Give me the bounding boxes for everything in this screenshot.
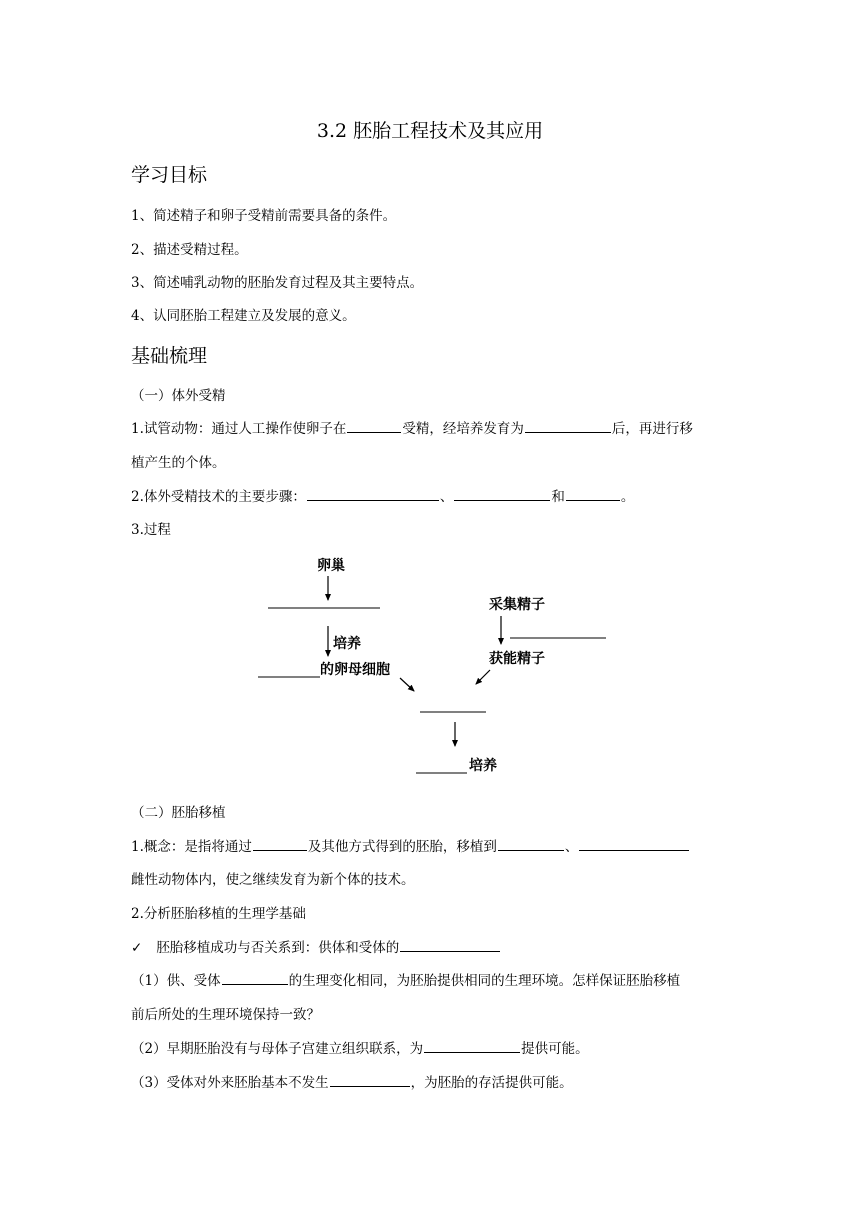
text: 提供可能。 (521, 1041, 589, 1057)
label-ovary: 卵巢 (317, 558, 345, 574)
answer-blank (498, 838, 564, 851)
part2-heading: （二）胚胎移植 (131, 805, 226, 821)
text: （1）供、受体 (131, 973, 221, 989)
checkmark-icon: ✓ (131, 940, 143, 956)
text: 和 (551, 489, 565, 505)
text: 。 (620, 489, 635, 505)
text: 后，再进行移 (611, 421, 693, 437)
answer-blank (579, 838, 689, 851)
answer-blank (330, 1074, 410, 1087)
label-collect-sperm: 采集精子 (489, 597, 545, 613)
answer-blank (424, 1040, 520, 1053)
goal-item-4: 4、认同胚胎工程建立及发展的意义。 (131, 308, 356, 324)
physiology-heading: 2.分析胚胎移植的生理学基础 (131, 906, 306, 922)
item-3 (131, 1071, 573, 1091)
label-culture-left: 培养 (333, 636, 361, 652)
section-heading-basics: 基础梳理 (131, 345, 208, 367)
check-item (131, 936, 501, 956)
arrow-diagonal-icon (476, 670, 490, 684)
part1-heading: （一）体外受精 (131, 388, 226, 404)
text: 及其他方式得到的胚胎，移植到 (307, 839, 497, 855)
label-culture-bottom: 培养 (469, 758, 497, 774)
goal-item-3: 3、简述哺乳动物的胚胎发育过程及其主要特点。 (131, 275, 424, 291)
goal-item-1: 1、简述精子和卵子受精前需要具备的条件。 (131, 208, 397, 224)
text: 1.概念：是指将通过 (131, 839, 252, 855)
section-heading-goals: 学习目标 (131, 164, 208, 186)
concept-line-2: 雌性动物体内，使之继续发育为新个体的技术。 (131, 872, 415, 888)
text: 的生理变化相同，为胚胎提供相同的生理环境。怎样保证胚胎移植 (288, 973, 681, 989)
text: 2.体外受精技术的主要步骤： (131, 489, 306, 505)
question-3: 3.过程 (131, 522, 171, 538)
text: 、 (564, 839, 579, 855)
text: 胚胎移植成功与否关系到：供体和受体的 (156, 940, 400, 956)
item-1-line-1 (131, 969, 680, 989)
text: 受精，经培养发育为 (402, 421, 524, 437)
text: ，为胚胎的存活提供可能。 (410, 1075, 573, 1091)
text: （3）受体对外来胚胎基本不发生 (131, 1075, 329, 1091)
goal-item-2: 2、描述受精过程。 (131, 242, 248, 258)
item-1-line-2: 前后所处的生理环境保持一致？ (131, 1007, 320, 1023)
answer-blank (400, 939, 500, 952)
answer-blank (222, 972, 288, 985)
item-2 (131, 1037, 589, 1057)
concept-line-1 (131, 835, 690, 855)
arrow-diagonal-icon (400, 678, 414, 691)
answer-blank (253, 838, 307, 851)
text: 、 (439, 489, 454, 505)
text: （2）早期胚胎没有与母体子宫建立组织联系，为 (131, 1041, 424, 1057)
text: 1.试管动物：通过人工操作使卵子在 (131, 421, 347, 437)
question-1-line-2: 植产生的个体。 (131, 455, 226, 471)
label-oocyte: 的卵母细胞 (320, 662, 390, 678)
page-title: 3.2 胚胎工程技术及其应用 (316, 120, 544, 142)
label-capacitated-sperm: 获能精子 (489, 651, 545, 667)
